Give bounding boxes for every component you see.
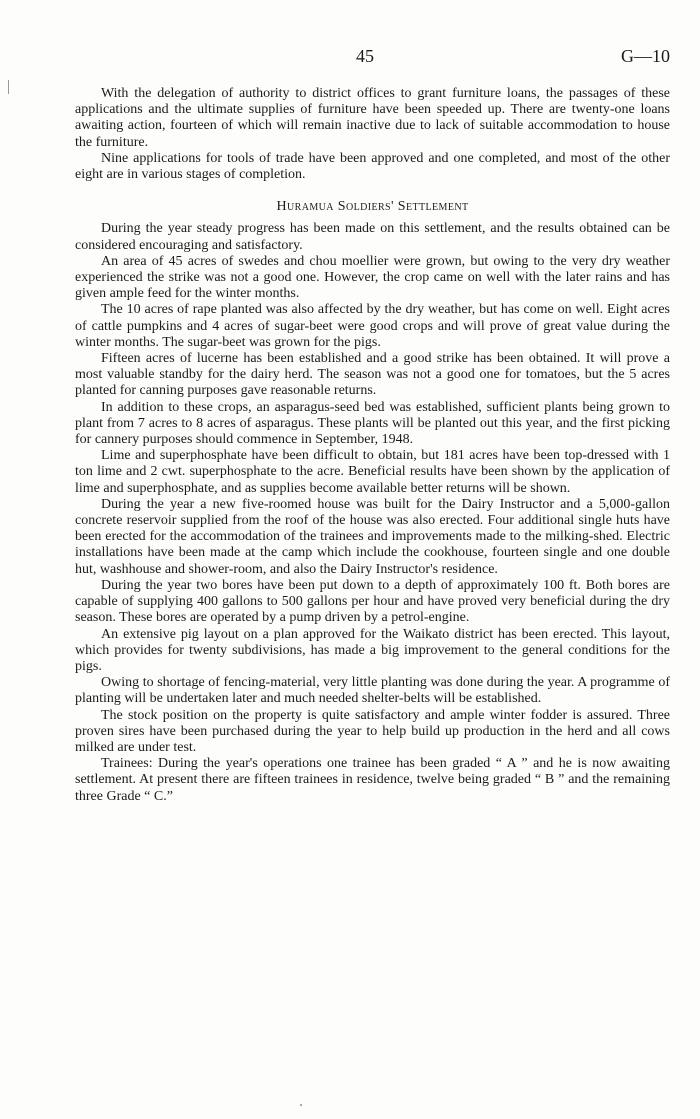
paragraph-swedes: An area of 45 acres of swedes and chou moellier were grown, but owing to the very dry weather experienced the strike was not a good one. However, the crop came on well with the later rains and has given ample feed for the winter months. <box>75 253 670 302</box>
paragraph-asparagus: In addition to these crops, an asparagus-seed bed was established, sufficient plants being grown to plant from 7 acres to 8 acres of asparagus. These plants will be planted out this year, and the first picking for cannery purposes should commence in September, 1948. <box>75 399 670 448</box>
paragraph-planting: Owing to shortage of fencing-material, very little planting was done during the year. A programme of planting will be undertaken later and much needed shelter-belts will be established. <box>75 675 670 707</box>
paragraph-furniture-loans: With the delegation of authority to district offices to grant furniture loans, the passages of these applications and the ultimate supplies of furniture have been speeded up. There are twenty-one loans awaiting action, fourteen of which will remain inactive due to lack of suitable accommodation to house the furniture. <box>75 86 670 150</box>
paragraph-buildings: During the year a new five-roomed house was built for the Dairy Instructor and a 5,000-gallon concrete reservoir supplied from the roof of the house was also erected. Four additional single huts have been erected for the accommodation of the trainees and improvements made to the milking-shed. Electric installations have been made at the camp which include the cookhouse, fourteen single and one double hut, washhouse and shower-room, and also the Dairy Instructor's residence. <box>75 496 670 577</box>
section-heading: Huramua Soldiers' Settlement <box>276 199 469 215</box>
paragraph-bores: During the year two bores have been put down to a depth of approximately 100 ft. Both bores are capable of supplying 400 gallons to 500 gallons per hour and have proved very beneficial during the dry season. These bores are operated by a pump driven by a petrol-engine. <box>75 577 670 626</box>
page-number: 45 <box>356 46 374 66</box>
page-header <box>60 46 670 70</box>
paragraph-trainees: Trainees: During the year's operations one trainee has been graded “ A ” and he is now awaiting settlement. At present there are fifteen trainees in residence, twelve being graded “ B ” and the remaining three Grade “ C.” <box>75 756 670 804</box>
body-text <box>75 86 670 805</box>
page-speck <box>300 1104 302 1106</box>
paragraph-stock: The stock position on the property is quite satisfactory and ample winter fodder is assured. Three proven sires have been purchased during the year to help build up production in the herd and all cows milked are under test. <box>75 707 670 755</box>
page-reference: G—10 <box>621 46 670 66</box>
paragraph-progress: During the year steady progress has been made on this settlement, and the results obtained can be considered encouraging and satisfactory. <box>75 221 670 253</box>
paragraph-pig-layout: An extensive pig layout on a plan approved for the Waikato district has been erected. This layout, which provides for twenty subdivisions, has made a big improvement to the general conditions for the pigs. <box>75 626 670 674</box>
paragraph-tools-of-trade: Nine applications for tools of trade have been approved and one completed, and most of the other eight are in various stages of completion. <box>75 150 670 183</box>
margin-mark <box>8 80 9 94</box>
paragraph-rape: The 10 acres of rape planted was also affected by the dry weather, but has come on well. Eight acres of cattle pumpkins and 4 acres of sugar-beet were good crops and will prove of great value during the winter months. The sugar-beet was grown for the pigs. <box>75 302 670 350</box>
paragraph-lucerne: Fifteen acres of lucerne has been established and a good strike has been obtained. It will prove a most valuable standby for the dairy herd. The season was not a good one for tomatoes, but the 5 acres planted for canning purposes gave reasonable returns. <box>75 351 670 399</box>
paragraph-lime: Lime and superphosphate have been difficult to obtain, but 181 acres have been top-dressed with 1 ton lime and 2 cwt. superphosphate to the acre. Beneficial results have been shown by the application of lime and superphosphate, and as supplies become available better returns will be shown. <box>75 448 670 496</box>
